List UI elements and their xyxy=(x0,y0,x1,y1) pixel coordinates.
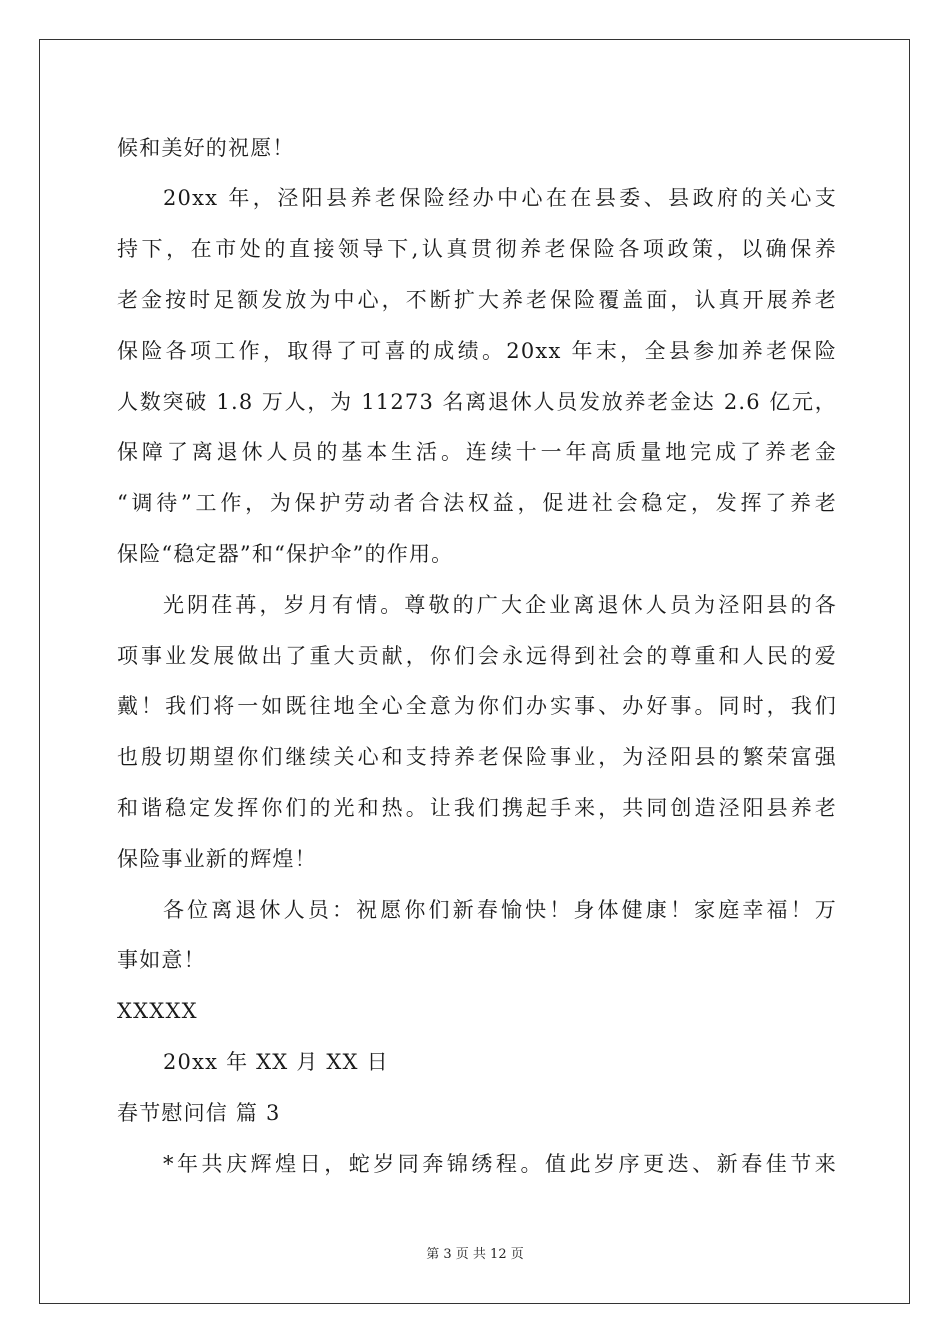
text-line: 项事业发展做出了重大贡献，你们会永远得到社会的尊重和人民的爱 xyxy=(117,644,837,668)
text-line: 持下，在市处的直接领导下,认真贯彻养老保险各项政策，以确保养 xyxy=(117,237,837,261)
text-line: 老金按时足额发放为中心，不断扩大养老保险覆盖面，认真开展养老 xyxy=(117,288,837,312)
text-line: 人数突破 1.8 万人，为 11273 名离退休人员发放养老金达 2.6 亿元， xyxy=(117,390,837,414)
text-line: 保险“稳定器”和“保护伞”的作用。 xyxy=(117,542,454,566)
text-line: 保障了离退休人员的基本生活。连续十一年高质量地完成了养老金 xyxy=(117,440,837,464)
page-number-footer: 第 3 页 共 12 页 xyxy=(426,1247,524,1262)
section-heading: 春节慰问信 篇 3 xyxy=(117,1101,281,1125)
text-line: 保险事业新的辉煌！ xyxy=(117,847,317,871)
paragraph-first-line: *年共庆辉煌日，蛇岁同奔锦绣程。值此岁序更迭、新春佳节来 xyxy=(163,1152,837,1176)
text-line: 事如意！ xyxy=(117,948,206,972)
text-line: 保险各项工作，取得了可喜的成绩。20xx 年末，全县参加养老保险 xyxy=(117,339,837,363)
paragraph-first-line: 光阴荏苒，岁月有情。尊敬的广大企业离退休人员为泾阳县的各 xyxy=(163,593,837,617)
paragraph-first-line: 各位离退休人员：祝愿你们新春愉快！身体健康！家庭幸福！万 xyxy=(163,898,837,922)
text-line: 也殷切期望你们继续关心和支持养老保险事业，为泾阳县的繁荣富强 xyxy=(117,745,837,769)
signature-name: XXXXX xyxy=(117,999,198,1023)
text-line: “调待”工作，为保护劳动者合法权益，促进社会稳定，发挥了养老 xyxy=(117,491,837,515)
text-line: 戴！我们将一如既往地全心全意为你们办实事、办好事。同时，我们 xyxy=(117,694,837,718)
paragraph-first-line: 20xx 年，泾阳县养老保险经办中心在在县委、县政府的关心支 xyxy=(163,186,837,210)
text-line: 和谐稳定发挥你们的光和热。让我们携起手来，共同创造泾阳县养老 xyxy=(117,796,837,820)
text-line: 候和美好的祝愿！ xyxy=(117,136,295,160)
signature-date: 20xx 年 XX 月 XX 日 xyxy=(163,1050,389,1074)
